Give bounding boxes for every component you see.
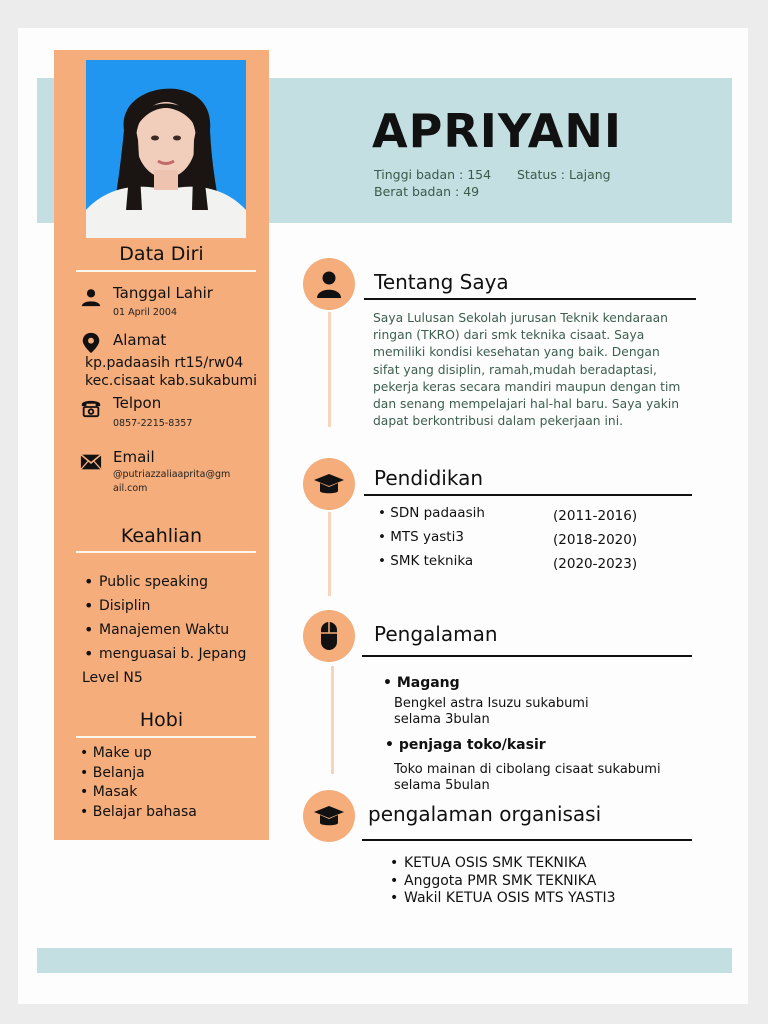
hobby-item: • Belajar bahasa bbox=[80, 803, 197, 820]
graduation-cap-icon bbox=[314, 801, 344, 831]
candidate-name: APRIYANI bbox=[372, 104, 622, 158]
data-diri-heading: Data Diri bbox=[119, 243, 204, 265]
skill-item: • Disiplin bbox=[82, 594, 246, 618]
divider bbox=[362, 839, 692, 841]
experience-desc: selama 5bulan bbox=[394, 778, 490, 793]
divider bbox=[364, 298, 696, 300]
timeline-line bbox=[331, 666, 334, 774]
organization-item: • KETUA OSIS SMK TEKNIKA bbox=[390, 855, 616, 873]
telephone-icon bbox=[80, 396, 102, 418]
timeline-line bbox=[328, 312, 331, 427]
phone-value: 0857-2215-8357 bbox=[113, 418, 193, 429]
hobby-item: • Masak bbox=[80, 784, 138, 800]
mail-icon bbox=[80, 451, 102, 473]
divider bbox=[364, 494, 692, 496]
profile-photo bbox=[86, 60, 246, 238]
skills-list bbox=[82, 570, 246, 690]
timeline-line bbox=[328, 512, 331, 596]
organization-item: • Wakil KETUA OSIS MTS YASTI3 bbox=[390, 890, 616, 908]
birth-value: 01 April 2004 bbox=[113, 307, 178, 318]
graduation-cap-icon bbox=[314, 469, 344, 499]
experience-heading: Pengalaman bbox=[374, 622, 498, 646]
weight-stat: Berat badan : 49 bbox=[374, 184, 480, 199]
experience-desc: Bengkel astra Isuzu sukabumi bbox=[394, 696, 589, 711]
about-icon-badge bbox=[303, 258, 355, 310]
email-label: Email bbox=[113, 448, 155, 466]
about-heading: Tentang Saya bbox=[374, 270, 509, 294]
experience-role: • Magang bbox=[383, 675, 460, 691]
education-years: (2018-2020) bbox=[553, 532, 638, 548]
skill-item: • menguasai b. Jepang bbox=[82, 642, 246, 666]
address-line-1: kp.padaasih rt15/rw04 bbox=[85, 355, 244, 371]
mouse-icon bbox=[314, 621, 344, 651]
person-icon bbox=[80, 286, 102, 308]
hobby-item: • Belanja bbox=[80, 764, 145, 781]
skill-item: • Manajemen Waktu bbox=[82, 618, 246, 642]
divider bbox=[76, 551, 256, 553]
education-years: (2020-2023) bbox=[553, 556, 638, 572]
education-heading: Pendidikan bbox=[374, 466, 483, 490]
experience-role: • penjaga toko/kasir bbox=[385, 737, 546, 753]
experience-desc: Toko mainan di cibolang cisaat sukabumi bbox=[394, 762, 661, 777]
hobbies-heading: Hobi bbox=[139, 709, 184, 731]
skill-item-continuation: Level N5 bbox=[82, 670, 143, 686]
status-stat: Status : Lajang bbox=[517, 167, 611, 182]
about-text: Saya Lulusan Sekolah jurusan Teknik kendaraan ringan (TKRO) dari smk teknika cisaat. Saya memiliki kondisi kesehatan yang baik. Dengan sifat yang disiplin, ramah,mudah beradaptasi, pekerja keras secara mandiri maupun dengan tim dan senang mempelajari hal-hal baru. Saya yakin dapat berkontribusi dalam pekerjaan ini. bbox=[373, 311, 681, 429]
height-stat: Tinggi badan : 154 bbox=[374, 167, 492, 182]
hobbies-list bbox=[80, 744, 197, 822]
experience-desc: selama 3bulan bbox=[394, 712, 490, 727]
experience-icon-badge bbox=[303, 610, 355, 662]
footer-band bbox=[37, 948, 732, 973]
address-label: Alamat bbox=[113, 331, 167, 349]
birth-label: Tanggal Lahir bbox=[113, 284, 213, 302]
organization-heading: pengalaman organisasi bbox=[368, 802, 602, 826]
divider bbox=[76, 736, 256, 738]
organization-list bbox=[390, 855, 616, 908]
email-line-1: @putriazzaliaaprita@gm bbox=[113, 469, 231, 480]
education-icon-badge bbox=[303, 458, 355, 510]
organization-item: • Anggota PMR SMK TEKNIKA bbox=[390, 873, 616, 891]
education-school: • SMK teknika bbox=[378, 553, 474, 569]
email-line-2: ail.com bbox=[113, 483, 148, 494]
location-pin-icon bbox=[80, 332, 102, 354]
person-icon bbox=[314, 269, 344, 299]
skill-item: • Public speaking bbox=[82, 570, 246, 594]
hobby-item: • Make up bbox=[80, 745, 152, 761]
divider bbox=[76, 270, 256, 272]
organization-icon-badge bbox=[303, 790, 355, 842]
education-school: • SDN padaasih bbox=[378, 505, 485, 521]
skills-heading: Keahlian bbox=[120, 525, 203, 547]
education-years: (2011-2016) bbox=[553, 508, 638, 524]
phone-label: Telpon bbox=[113, 394, 162, 412]
divider bbox=[362, 655, 692, 657]
education-school: • MTS yasti3 bbox=[378, 529, 464, 545]
address-line-2: kec.cisaat kab.sukabumi bbox=[85, 373, 258, 389]
